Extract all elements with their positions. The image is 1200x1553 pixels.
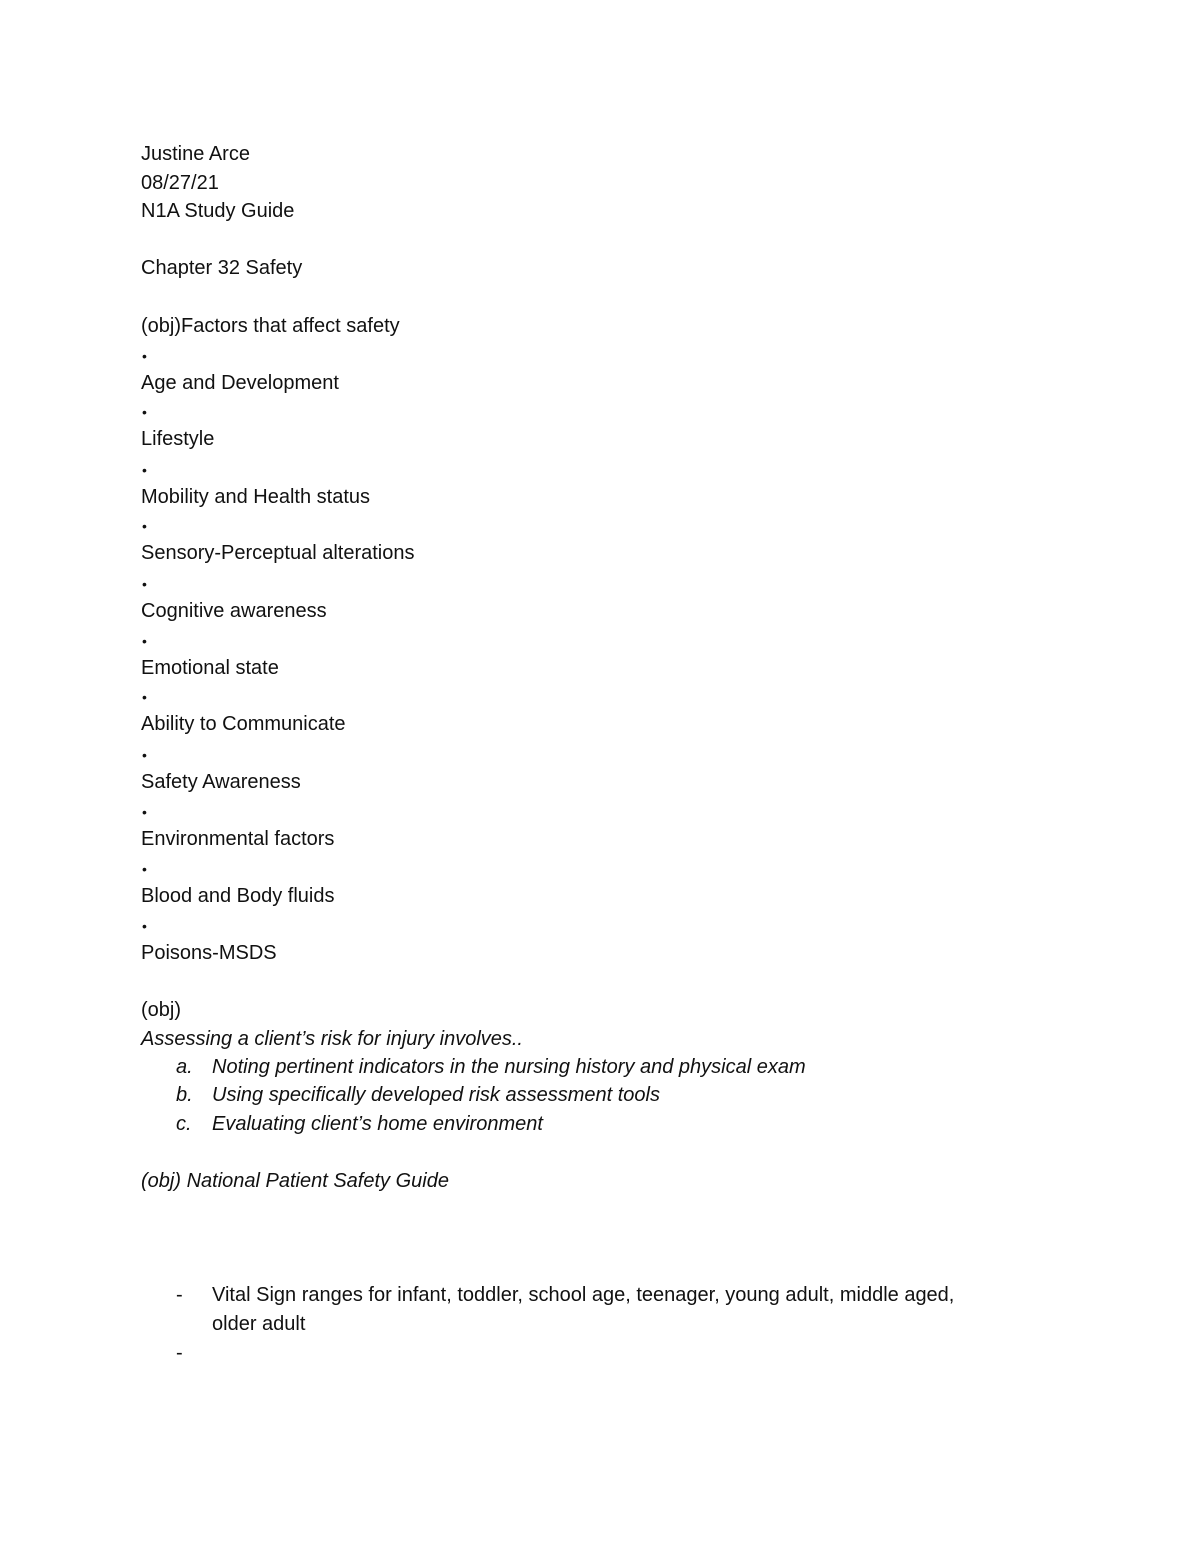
bullet-icon: • (142, 804, 147, 820)
factor-item: Emotional state (141, 657, 279, 679)
npsg-heading: (obj) National Patient Safety Guide (141, 1170, 449, 1192)
factor-item: Sensory-Perceptual alterations (141, 542, 415, 564)
assessment-obj-label: (obj) (141, 999, 182, 1021)
factor-item: Safety Awareness (141, 771, 301, 793)
empty-dash-marker: - (176, 1342, 183, 1364)
factor-item: Cognitive awareness (141, 600, 327, 622)
factor-item: Lifestyle (141, 428, 215, 450)
list-marker: c. (176, 1113, 192, 1135)
list-marker: a. (176, 1056, 193, 1078)
bullet-icon: • (142, 633, 147, 649)
assessment-item: Evaluating client’s home environment (212, 1113, 543, 1135)
list-marker: b. (176, 1084, 193, 1106)
bullet-icon: • (142, 747, 147, 763)
bullet-icon: • (142, 689, 147, 705)
vital-signs-item: Vital Sign ranges for infant, toddler, school age, teenager, young adult, middle aged, (212, 1284, 955, 1306)
bullet-icon: • (142, 861, 147, 877)
factor-item: Blood and Body fluids (141, 885, 335, 907)
dash-marker: - (176, 1284, 183, 1306)
bullet-icon: • (142, 918, 147, 934)
factor-item: Ability to Communicate (141, 713, 346, 735)
assessment-item: Using specifically developed risk assessment tools (212, 1084, 660, 1106)
factor-item: Mobility and Health status (141, 486, 371, 508)
document-title: N1A Study Guide (141, 200, 295, 222)
bullet-icon: • (142, 404, 147, 420)
vital-signs-item-continued: older adult (212, 1313, 306, 1335)
factor-item: Environmental factors (141, 828, 335, 850)
factor-item: Age and Development (141, 372, 339, 394)
bullet-icon: • (142, 462, 147, 478)
bullet-icon: • (142, 348, 147, 364)
assessment-item: Noting pertinent indicators in the nursing history and physical exam (212, 1056, 806, 1078)
factor-item: Poisons-MSDS (141, 942, 277, 964)
author-name: Justine Arce (141, 143, 250, 165)
document-date: 08/27/21 (141, 172, 219, 194)
bullet-icon: • (142, 576, 147, 592)
bullet-icon: • (142, 518, 147, 534)
chapter-title: Chapter 32 Safety (141, 257, 303, 279)
factors-heading: (obj)Factors that affect safety (141, 315, 400, 337)
assessment-intro: Assessing a client’s risk for injury involves.. (141, 1028, 523, 1050)
